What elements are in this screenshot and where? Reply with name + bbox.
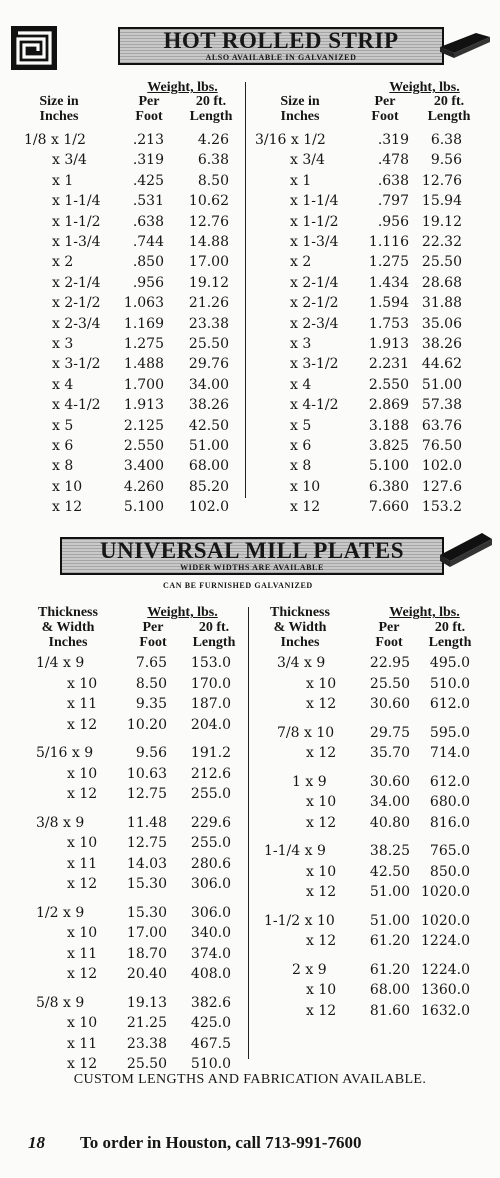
length-cell: 38.26 bbox=[421, 336, 462, 352]
size-cell: x 10 bbox=[306, 863, 337, 880]
size-cell: x 2 bbox=[290, 254, 312, 271]
page-number: 18 bbox=[28, 1133, 45, 1152]
size-cell: x 4-1/2 bbox=[52, 397, 101, 414]
per-foot-cell: 30.60 bbox=[369, 773, 410, 790]
per-foot-cell: .478 bbox=[377, 152, 409, 169]
per-foot-cell: 8.50 bbox=[135, 675, 167, 692]
per-foot-cell: 19.13 bbox=[126, 994, 167, 1011]
per-foot-cell: 1.434 bbox=[368, 274, 409, 291]
table-row bbox=[0, 772, 500, 793]
size-cell: x 1 bbox=[290, 172, 312, 189]
table-row bbox=[0, 252, 500, 273]
size-cell: x 10 bbox=[67, 925, 98, 941]
table-row bbox=[0, 477, 500, 498]
per-foot-cell: 25.50 bbox=[126, 1056, 167, 1072]
size-cell: x 2-1/2 bbox=[290, 295, 339, 312]
table-row bbox=[0, 743, 500, 764]
size-cell: x 1-1/2 bbox=[52, 213, 101, 230]
strip-left-weight-header: Weight, lbs. bbox=[147, 80, 218, 95]
strip-left-length-header: 20 ft. Length bbox=[189, 94, 233, 124]
table-row bbox=[0, 375, 500, 396]
order-phone-line: To order in Houston, call 713-991-7600 bbox=[80, 1133, 362, 1152]
per-foot-cell: 40.80 bbox=[369, 814, 410, 831]
length-cell: 595.0 bbox=[429, 724, 470, 741]
per-foot-cell: 3.188 bbox=[368, 417, 409, 434]
per-foot-cell: .213 bbox=[132, 132, 164, 148]
length-cell: 425.0 bbox=[190, 1015, 231, 1031]
plates-right-weight-header: Weight, lbs. bbox=[389, 605, 460, 620]
size-cell: x 10 bbox=[306, 794, 337, 810]
size-cell: x 10 bbox=[290, 478, 321, 495]
size-cell: x 12 bbox=[67, 786, 98, 802]
table-row bbox=[0, 674, 500, 695]
length-cell: 408.0 bbox=[190, 966, 231, 982]
per-foot-cell: 1.275 bbox=[368, 254, 409, 271]
length-cell: 31.88 bbox=[421, 295, 462, 312]
length-cell: 374.0 bbox=[190, 945, 231, 962]
per-foot-cell: 2.125 bbox=[123, 417, 164, 434]
strip-right-length-header: 20 ft. Length bbox=[427, 94, 471, 124]
table-row bbox=[0, 960, 500, 981]
length-cell: 57.38 bbox=[421, 397, 462, 414]
per-foot-cell: .319 bbox=[377, 132, 409, 148]
per-foot-cell: 2.869 bbox=[368, 397, 409, 414]
size-cell: x 12 bbox=[306, 696, 337, 712]
size-cell: x 1-1/4 bbox=[52, 193, 101, 210]
size-cell: x 11 bbox=[67, 696, 98, 712]
per-foot-cell: 4.260 bbox=[123, 478, 164, 495]
size-cell: x 12 bbox=[306, 814, 337, 831]
per-foot-cell: 5.100 bbox=[123, 499, 164, 516]
per-foot-cell: 1.753 bbox=[368, 315, 409, 332]
length-cell: 467.5 bbox=[190, 1035, 231, 1052]
size-cell: 3/16 x 1/2 bbox=[255, 132, 326, 148]
length-cell: 4.26 bbox=[197, 132, 229, 148]
size-cell: x 2-3/4 bbox=[52, 315, 101, 332]
length-cell: 229.6 bbox=[190, 814, 231, 831]
size-cell: x 11 bbox=[67, 945, 98, 962]
size-cell: 2 x 9 bbox=[292, 961, 327, 978]
per-foot-cell: .638 bbox=[377, 172, 409, 189]
size-cell: x 2-1/4 bbox=[52, 274, 101, 291]
length-cell: 306.0 bbox=[190, 876, 231, 892]
size-cell: x 1-1/4 bbox=[290, 193, 339, 210]
length-cell: 306.0 bbox=[190, 904, 231, 921]
table-row bbox=[0, 150, 500, 171]
length-cell: 6.38 bbox=[197, 152, 229, 169]
size-cell: x 12 bbox=[67, 876, 98, 892]
length-cell: 42.50 bbox=[188, 417, 229, 434]
per-foot-cell: 1.116 bbox=[368, 234, 409, 250]
table-row bbox=[0, 1001, 500, 1022]
table-row bbox=[0, 653, 500, 674]
per-foot-cell: 22.95 bbox=[369, 655, 410, 671]
table-row bbox=[0, 882, 500, 903]
length-cell: 1020.0 bbox=[421, 912, 470, 929]
per-foot-cell: 34.00 bbox=[369, 794, 410, 810]
per-foot-cell: 5.100 bbox=[368, 458, 409, 475]
per-foot-cell: 51.00 bbox=[369, 884, 410, 900]
per-foot-cell: 14.03 bbox=[126, 855, 167, 872]
plates-right-perfoot-header: Per Foot bbox=[375, 620, 403, 650]
length-cell: 1020.0 bbox=[421, 884, 470, 900]
table-row bbox=[0, 1034, 500, 1055]
length-cell: 51.00 bbox=[188, 438, 229, 454]
length-cell: 51.00 bbox=[421, 376, 462, 393]
table-row bbox=[0, 813, 500, 834]
table-row bbox=[0, 334, 500, 355]
plates-galvanized-note: CAN BE FURNISHED GALVANIZED bbox=[163, 581, 313, 590]
size-cell: x 10 bbox=[67, 1015, 98, 1031]
strip-banner bbox=[118, 27, 444, 65]
strip-title: HOT ROLLED STRIP bbox=[163, 28, 399, 53]
per-foot-cell: 1.169 bbox=[123, 315, 164, 332]
length-cell: 28.68 bbox=[421, 274, 462, 291]
size-cell: x 10 bbox=[306, 982, 337, 998]
per-foot-cell: 1.913 bbox=[123, 397, 164, 414]
table-row bbox=[0, 130, 500, 151]
size-cell: x 11 bbox=[67, 1035, 98, 1052]
length-cell: 44.62 bbox=[421, 356, 462, 373]
per-foot-cell: .797 bbox=[377, 193, 409, 210]
length-cell: 765.0 bbox=[429, 843, 470, 859]
table-row bbox=[0, 841, 500, 862]
table-row bbox=[0, 980, 500, 1001]
size-cell: 1/4 x 9 bbox=[36, 655, 85, 671]
size-cell: 1/2 x 9 bbox=[36, 904, 85, 921]
per-foot-cell: 12.75 bbox=[126, 835, 167, 851]
plate-icon bbox=[440, 525, 492, 577]
table-row bbox=[0, 212, 500, 233]
size-cell: x 3 bbox=[52, 336, 74, 352]
length-cell: 9.56 bbox=[430, 152, 462, 169]
length-cell: 612.0 bbox=[429, 773, 470, 790]
per-foot-cell: 1.594 bbox=[368, 295, 409, 312]
length-cell: 170.0 bbox=[190, 675, 231, 692]
table-row bbox=[0, 456, 500, 477]
length-cell: 8.50 bbox=[197, 172, 229, 189]
plates-right-size-header: Thickness & Width Inches bbox=[270, 605, 330, 650]
size-cell: x 5 bbox=[52, 417, 74, 434]
size-cell: 1/8 x 1/2 bbox=[24, 132, 86, 148]
per-foot-cell: 6.380 bbox=[368, 478, 409, 495]
length-cell: 212.6 bbox=[190, 765, 231, 782]
per-foot-cell: .744 bbox=[132, 234, 164, 250]
table-row bbox=[0, 171, 500, 192]
per-foot-cell: .531 bbox=[132, 193, 164, 210]
plates-left-length-header: 20 ft. Length bbox=[192, 620, 236, 650]
size-cell: x 10 bbox=[67, 675, 98, 692]
length-cell: 85.20 bbox=[188, 478, 229, 495]
size-cell: x 2-3/4 bbox=[290, 315, 339, 332]
length-cell: 510.0 bbox=[190, 1056, 231, 1072]
per-foot-cell: 7.660 bbox=[368, 499, 409, 516]
size-cell: 1-1/4 x 9 bbox=[264, 843, 326, 859]
length-cell: 25.50 bbox=[421, 254, 462, 271]
length-cell: 102.0 bbox=[188, 499, 229, 516]
length-cell: 340.0 bbox=[190, 925, 231, 941]
strip-subtitle: ALSO AVAILABLE IN GALVANIZED bbox=[205, 53, 357, 62]
length-cell: 280.6 bbox=[190, 855, 231, 872]
per-foot-cell: 68.00 bbox=[369, 982, 410, 998]
size-cell: 3/4 x 9 bbox=[277, 655, 326, 671]
per-foot-cell: 15.30 bbox=[126, 876, 167, 892]
table-row bbox=[0, 792, 500, 813]
length-cell: 714.0 bbox=[429, 745, 470, 761]
size-cell: 3/8 x 9 bbox=[36, 814, 85, 831]
per-foot-cell: .425 bbox=[132, 172, 164, 189]
per-foot-cell: 18.70 bbox=[126, 945, 167, 962]
size-cell: x 12 bbox=[67, 966, 98, 982]
strip-left-perfoot-header: Per Foot bbox=[135, 94, 163, 124]
plates-left-weight-header: Weight, lbs. bbox=[147, 605, 218, 620]
plates-banner bbox=[60, 537, 444, 575]
size-cell: x 4 bbox=[290, 376, 312, 393]
table-row bbox=[0, 293, 500, 314]
length-cell: 29.76 bbox=[188, 356, 229, 373]
table-row bbox=[0, 931, 500, 952]
per-foot-cell: 20.40 bbox=[126, 966, 167, 982]
length-cell: 12.76 bbox=[188, 213, 229, 230]
per-foot-cell: 21.25 bbox=[126, 1015, 167, 1031]
per-foot-cell: 1.275 bbox=[123, 336, 164, 352]
length-cell: 255.0 bbox=[190, 835, 231, 851]
length-cell: 102.0 bbox=[421, 458, 462, 475]
size-cell: x 1 bbox=[52, 172, 74, 189]
length-cell: 68.00 bbox=[188, 458, 229, 475]
size-cell: 7/8 x 10 bbox=[277, 724, 335, 741]
size-cell: x 8 bbox=[290, 458, 312, 475]
length-cell: 816.0 bbox=[429, 814, 470, 831]
length-cell: 76.50 bbox=[421, 438, 462, 454]
length-cell: 38.26 bbox=[188, 397, 229, 414]
per-foot-cell: 10.20 bbox=[126, 716, 167, 733]
size-cell: x 1-1/2 bbox=[290, 213, 339, 230]
strip-right-weight-header: Weight, lbs. bbox=[389, 80, 460, 95]
per-foot-cell: 51.00 bbox=[369, 912, 410, 929]
size-cell: x 2-1/4 bbox=[290, 274, 339, 291]
size-cell: x 10 bbox=[306, 675, 337, 692]
per-foot-cell: 25.50 bbox=[369, 675, 410, 692]
per-foot-cell: 2.550 bbox=[123, 438, 164, 454]
plates-right-length-header: 20 ft. Length bbox=[428, 620, 472, 650]
per-foot-cell: 2.550 bbox=[368, 376, 409, 393]
length-cell: 255.0 bbox=[190, 786, 231, 802]
size-cell: x 11 bbox=[67, 855, 98, 872]
length-cell: 850.0 bbox=[429, 863, 470, 880]
length-cell: 382.6 bbox=[190, 994, 231, 1011]
length-cell: 19.12 bbox=[188, 274, 229, 291]
per-foot-cell: 1.700 bbox=[123, 376, 164, 393]
per-foot-cell: 9.35 bbox=[135, 696, 167, 712]
table-row bbox=[0, 436, 500, 457]
length-cell: 63.76 bbox=[421, 417, 462, 434]
size-cell: x 10 bbox=[52, 478, 83, 495]
per-foot-cell: .956 bbox=[132, 274, 164, 291]
size-cell: x 1-3/4 bbox=[290, 234, 339, 250]
per-foot-cell: 10.63 bbox=[126, 765, 167, 782]
size-cell: 1-1/2 x 10 bbox=[264, 912, 335, 929]
strip-right-size-header: Size in Inches bbox=[280, 94, 320, 124]
per-foot-cell: 29.75 bbox=[369, 724, 410, 741]
strip-bar-icon bbox=[440, 27, 490, 65]
per-foot-cell: 81.60 bbox=[369, 1002, 410, 1019]
size-cell: x 10 bbox=[67, 765, 98, 782]
custom-lengths-note: CUSTOM LENGTHS AND FABRICATION AVAILABLE. bbox=[73, 1072, 427, 1087]
per-foot-cell: .956 bbox=[377, 213, 409, 230]
length-cell: 6.38 bbox=[430, 132, 462, 148]
length-cell: 1224.0 bbox=[421, 961, 470, 978]
size-cell: x 12 bbox=[67, 716, 98, 733]
length-cell: 14.88 bbox=[188, 234, 229, 250]
size-cell: x 1-3/4 bbox=[52, 234, 101, 250]
size-cell: x 4-1/2 bbox=[290, 397, 339, 414]
length-cell: 1632.0 bbox=[421, 1002, 470, 1019]
table-row bbox=[0, 395, 500, 416]
length-cell: 1360.0 bbox=[421, 982, 470, 998]
per-foot-cell: 42.50 bbox=[369, 863, 410, 880]
length-cell: 680.0 bbox=[429, 794, 470, 810]
table-row bbox=[0, 191, 500, 212]
table-row bbox=[0, 911, 500, 932]
length-cell: 191.2 bbox=[190, 745, 231, 761]
company-logo bbox=[10, 25, 58, 71]
size-cell: x 12 bbox=[306, 933, 337, 949]
per-foot-cell: 61.20 bbox=[369, 961, 410, 978]
length-cell: 153.2 bbox=[421, 499, 462, 516]
per-foot-cell: .850 bbox=[132, 254, 164, 271]
size-cell: x 3/4 bbox=[52, 152, 87, 169]
plates-title: UNIVERSAL MILL PLATES bbox=[99, 538, 405, 563]
table-row bbox=[0, 723, 500, 744]
size-cell: x 12 bbox=[52, 499, 83, 516]
per-foot-cell: 1.488 bbox=[123, 356, 164, 373]
size-cell: 5/16 x 9 bbox=[36, 745, 94, 761]
per-foot-cell: 9.56 bbox=[135, 745, 167, 761]
length-cell: 495.0 bbox=[429, 655, 470, 671]
size-cell: x 3-1/2 bbox=[52, 356, 101, 373]
table-row bbox=[0, 862, 500, 883]
length-cell: 12.76 bbox=[421, 172, 462, 189]
table-row bbox=[0, 694, 500, 715]
length-cell: 34.00 bbox=[188, 376, 229, 393]
length-cell: 10.62 bbox=[188, 193, 229, 210]
per-foot-cell: 3.400 bbox=[123, 458, 164, 475]
length-cell: 22.32 bbox=[421, 234, 462, 250]
size-cell: 5/8 x 9 bbox=[36, 994, 85, 1011]
length-cell: 612.0 bbox=[429, 696, 470, 712]
per-foot-cell: 61.20 bbox=[369, 933, 410, 949]
length-cell: 35.06 bbox=[421, 315, 462, 332]
per-foot-cell: 15.30 bbox=[126, 904, 167, 921]
per-foot-cell: 23.38 bbox=[126, 1035, 167, 1052]
length-cell: 127.6 bbox=[421, 478, 462, 495]
size-cell: 1 x 9 bbox=[292, 773, 327, 790]
table-row bbox=[0, 273, 500, 294]
per-foot-cell: .638 bbox=[132, 213, 164, 230]
size-cell: x 10 bbox=[67, 835, 98, 851]
strip-right-perfoot-header: Per Foot bbox=[371, 94, 399, 124]
size-cell: x 3/4 bbox=[290, 152, 325, 169]
per-foot-cell: .319 bbox=[132, 152, 164, 169]
size-cell: x 2-1/2 bbox=[52, 295, 101, 312]
per-foot-cell: 2.231 bbox=[368, 356, 409, 373]
length-cell: 17.00 bbox=[188, 254, 229, 271]
length-cell: 153.0 bbox=[190, 655, 231, 671]
size-cell: x 3-1/2 bbox=[290, 356, 339, 373]
size-cell: x 12 bbox=[306, 745, 337, 761]
per-foot-cell: 30.60 bbox=[369, 696, 410, 712]
table-row bbox=[0, 314, 500, 335]
per-foot-cell: 11.48 bbox=[126, 814, 167, 831]
size-cell: x 12 bbox=[290, 499, 321, 516]
per-foot-cell: 7.65 bbox=[135, 655, 167, 671]
size-cell: x 12 bbox=[67, 1056, 98, 1072]
length-cell: 23.38 bbox=[188, 315, 229, 332]
size-cell: x 6 bbox=[52, 438, 74, 454]
size-cell: x 3 bbox=[290, 336, 312, 352]
per-foot-cell: 1.913 bbox=[368, 336, 409, 352]
length-cell: 1224.0 bbox=[421, 933, 470, 949]
length-cell: 25.50 bbox=[188, 336, 229, 352]
size-cell: x 4 bbox=[52, 376, 74, 393]
length-cell: 510.0 bbox=[429, 675, 470, 692]
size-cell: x 12 bbox=[306, 1002, 337, 1019]
size-cell: x 2 bbox=[52, 254, 74, 271]
plates-subtitle: WIDER WIDTHS ARE AVAILABLE bbox=[180, 563, 324, 572]
table-row bbox=[0, 232, 500, 253]
strip-left-size-header: Size in Inches bbox=[39, 94, 79, 124]
per-foot-cell: 38.25 bbox=[369, 843, 410, 859]
table-row bbox=[0, 354, 500, 375]
length-cell: 15.94 bbox=[421, 193, 462, 210]
plates-left-size-header: Thickness & Width Inches bbox=[38, 605, 98, 650]
per-foot-cell: 35.70 bbox=[369, 745, 410, 761]
per-foot-cell: 3.825 bbox=[368, 438, 409, 454]
plates-left-perfoot-header: Per Foot bbox=[139, 620, 167, 650]
per-foot-cell: 12.75 bbox=[126, 786, 167, 802]
length-cell: 187.0 bbox=[190, 696, 231, 712]
size-cell: x 12 bbox=[306, 884, 337, 900]
per-foot-cell: 1.063 bbox=[123, 295, 164, 312]
size-cell: x 6 bbox=[290, 438, 312, 454]
table-row bbox=[0, 497, 500, 518]
table-row bbox=[0, 416, 500, 437]
length-cell: 204.0 bbox=[190, 716, 231, 733]
size-cell: x 8 bbox=[52, 458, 74, 475]
length-cell: 19.12 bbox=[421, 213, 462, 230]
length-cell: 21.26 bbox=[188, 295, 229, 312]
size-cell: x 5 bbox=[290, 417, 312, 434]
per-foot-cell: 17.00 bbox=[126, 925, 167, 941]
